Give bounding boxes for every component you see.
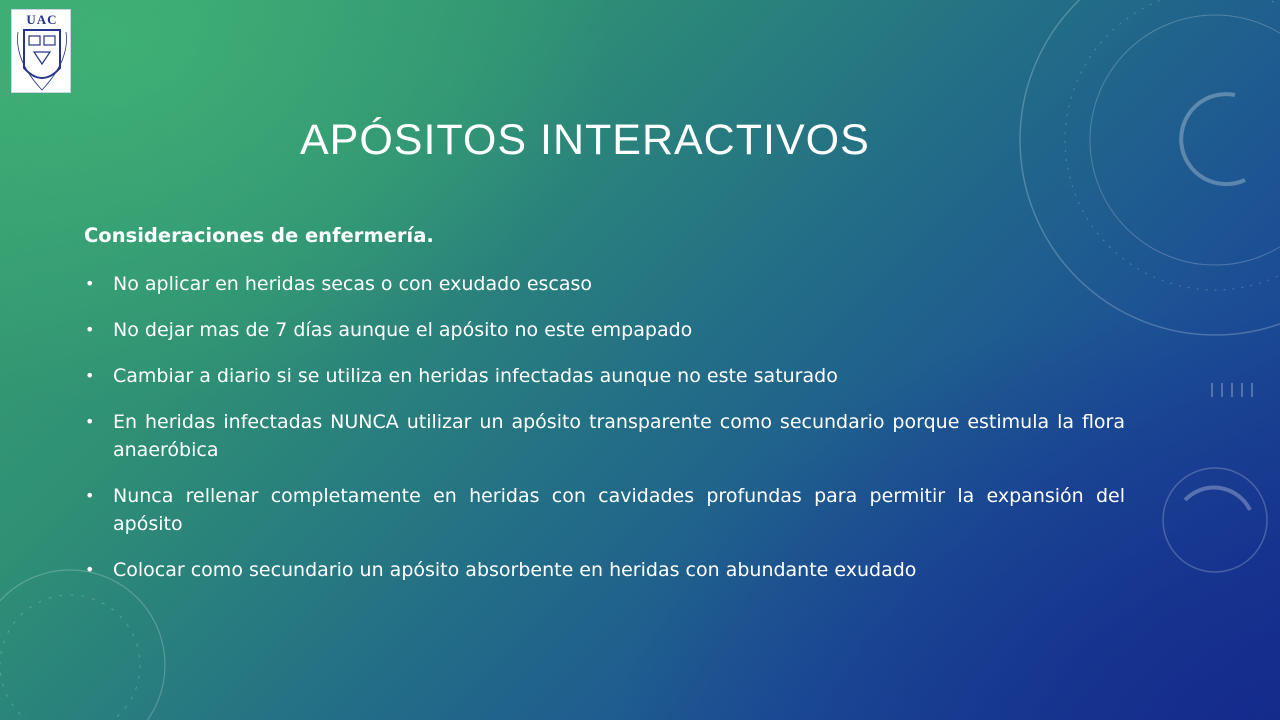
slide-content [84,222,1125,602]
bullet-dot-icon: • [85,486,95,505]
bullet-dot-icon: • [85,366,95,385]
bullet-text: No dejar mas de 7 días aunque el apósito no este empapado [113,319,693,341]
bullet-text: Colocar como secundario un apósito absorbente en heridas con abundante exudado [113,559,917,581]
logo-text: UAC [26,12,58,27]
bullet-dot-icon: • [85,412,95,431]
bullet-item [84,362,1125,390]
bullet-dot-icon: • [85,274,95,293]
slide-subtitle: Consideraciones de enfermería. [84,224,434,247]
bullet-list [84,270,1125,584]
bullet-text: No aplicar en heridas secas o con exudado escaso [113,273,593,295]
slide-title: APÓSITOS INTERACTIVOS [300,116,870,164]
bullet-dot-icon: • [85,320,95,339]
bullet-item [84,270,1125,298]
bullet-text: Nunca rellenar completamente en heridas con cavidades profundas para permitir la expansión del apósito [113,485,1125,535]
bullet-item [84,556,1125,584]
bullet-dot-icon: • [85,560,95,579]
bullet-text: Cambiar a diario si se utiliza en heridas infectadas aunque no este saturado [113,365,838,387]
bullet-item [84,408,1125,464]
logo-emblem [12,10,72,94]
bullet-item [84,482,1125,538]
bullet-text: En heridas infectadas NUNCA utilizar un apósito transparente como secundario porque estimula la flora anaeróbica [113,411,1125,461]
university-logo [11,9,71,93]
bullet-item [84,316,1125,344]
